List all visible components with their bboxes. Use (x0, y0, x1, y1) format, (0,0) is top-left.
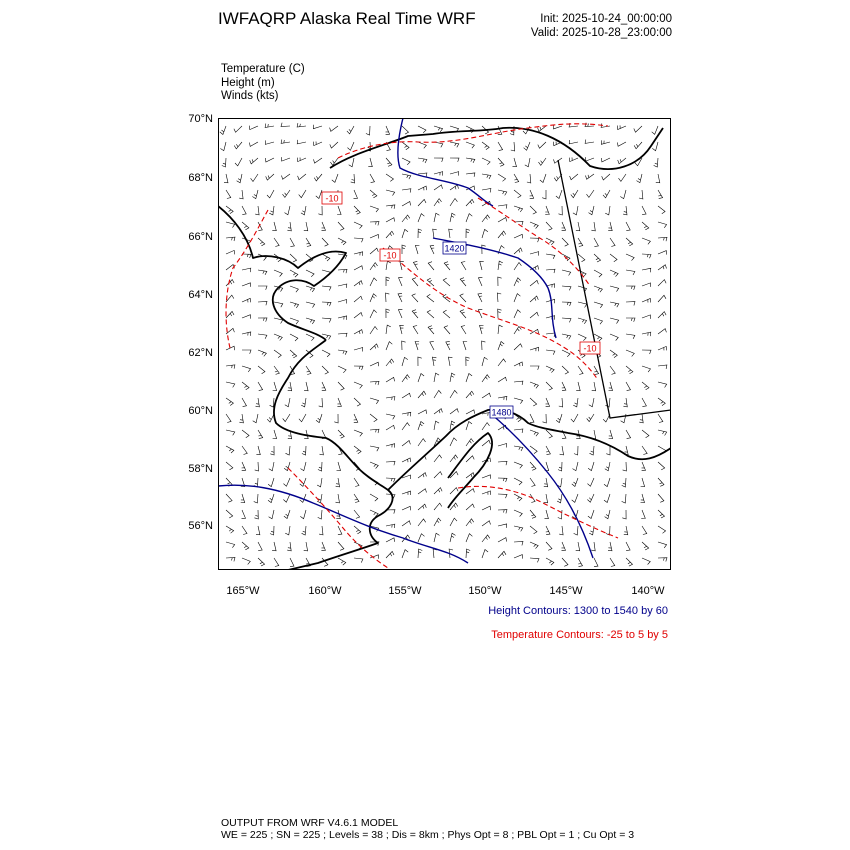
map-panel (218, 118, 671, 570)
lon-label-145: 145°W (549, 585, 583, 597)
lon-label-150: 150°W (468, 585, 502, 597)
lat-label-62: 62°N (188, 347, 213, 359)
field-height: Height (m) (221, 76, 275, 89)
lat-label-70: 70°N (188, 113, 213, 125)
field-winds: Winds (kts) (221, 90, 279, 102)
temp-label-1: -10 (325, 193, 339, 204)
height-label-1: 1420 (444, 243, 465, 254)
valid-time: Valid: 2025-10-28_23:00:00 (530, 27, 672, 39)
field-temperature: Temperature (C) (221, 63, 305, 75)
init-valid-times (531, 12, 672, 40)
height-label-2: 1480 (491, 407, 512, 418)
lat-label-66: 66°N (188, 231, 213, 243)
lat-label-60: 60°N (188, 405, 213, 417)
lon-label-155: 155°W (388, 585, 422, 597)
lat-label-68: 68°N (188, 172, 213, 184)
temp-label-2: -10 (383, 250, 397, 261)
lon-label-160: 160°W (308, 585, 342, 597)
temperature-contour-info: Temperature Contours: -25 to 5 by 5 (491, 629, 668, 641)
lat-label-64: 64°N (188, 289, 213, 301)
lon-label-165: 165°W (226, 585, 260, 597)
footer-line-1: OUTPUT FROM WRF V4.6.1 MODEL (221, 817, 399, 829)
lat-label-58: 58°N (188, 463, 213, 475)
footer-line-2: WE = 225 ; SN = 225 ; Levels = 38 ; Dis = 8km ; Phys Opt = 8 ; PBL Opt = 1 ; Cu Opt = 3 (221, 829, 635, 841)
lon-label-140: 140°W (631, 585, 665, 597)
model-footer (221, 817, 634, 841)
field-list (221, 63, 305, 104)
temp-label-3: -10 (583, 343, 597, 354)
lat-label-56: 56°N (188, 520, 213, 532)
plot-title: IWFAQRP Alaska Real Time WRF (218, 9, 476, 28)
init-time: Init: 2025-10-24_00:00:00 (540, 13, 672, 25)
height-contour-info: Height Contours: 1300 to 1540 by 60 (488, 605, 668, 617)
